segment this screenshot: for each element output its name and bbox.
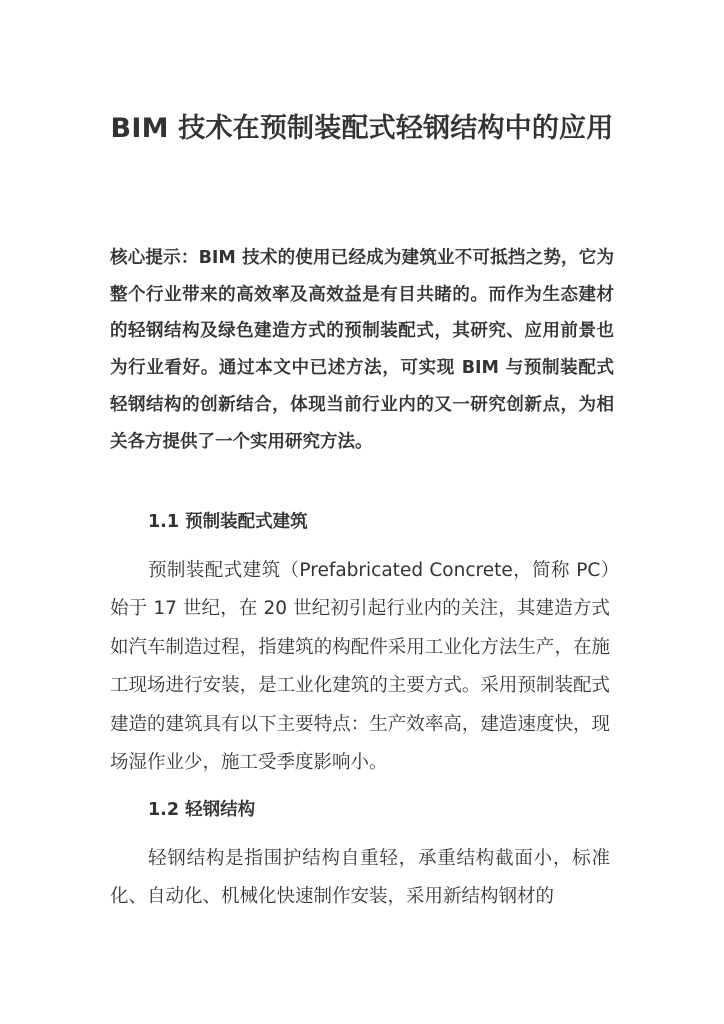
section-paragraph-prefabricated: 预制装配式建筑（Prefabricated Concrete，简称 PC）始于 17 世纪，在 20 世纪初引起行业内的关注，其建造方式如汽车制造过程，指建筑的构配件采用工业化方法生产，在施工现场进行安装，是工业化建筑的主要方式。采用预制装配式建造的建筑具有以下主要特点：生产效率高，建造速度快，现场湿作业少，施工受季度影响小。 bbox=[110, 560, 610, 774]
section-heading-light-steel: 1.2 轻钢结构 bbox=[148, 800, 256, 820]
document-title: BIM 技术在预制装配式轻钢结构中的应用 bbox=[110, 113, 614, 144]
summary-paragraph: 核心提示：BIM 技术的使用已经成为建筑业不可抵挡之势，它为整个行业带来的高效率及高效益是有目共睹的。而作为生态建材的轻钢结构及绿色建造方式的预制装配式，其研究、应用前景也为行业看好。通过本文中已述方法，可实现 BIM 与预制装配式轻钢结构的创新结合，体现当前行业内的又一研究创新点，为相关各方提供了一个实用研究方法。 bbox=[110, 248, 614, 452]
section-heading-prefabricated: 1.1 预制装配式建筑 bbox=[148, 512, 308, 532]
section-paragraph-light-steel: 轻钢结构是指围护结构自重轻，承重结构截面小，标准化、自动化、机械化快速制作安装，采用新结构钢材的 bbox=[110, 848, 610, 908]
